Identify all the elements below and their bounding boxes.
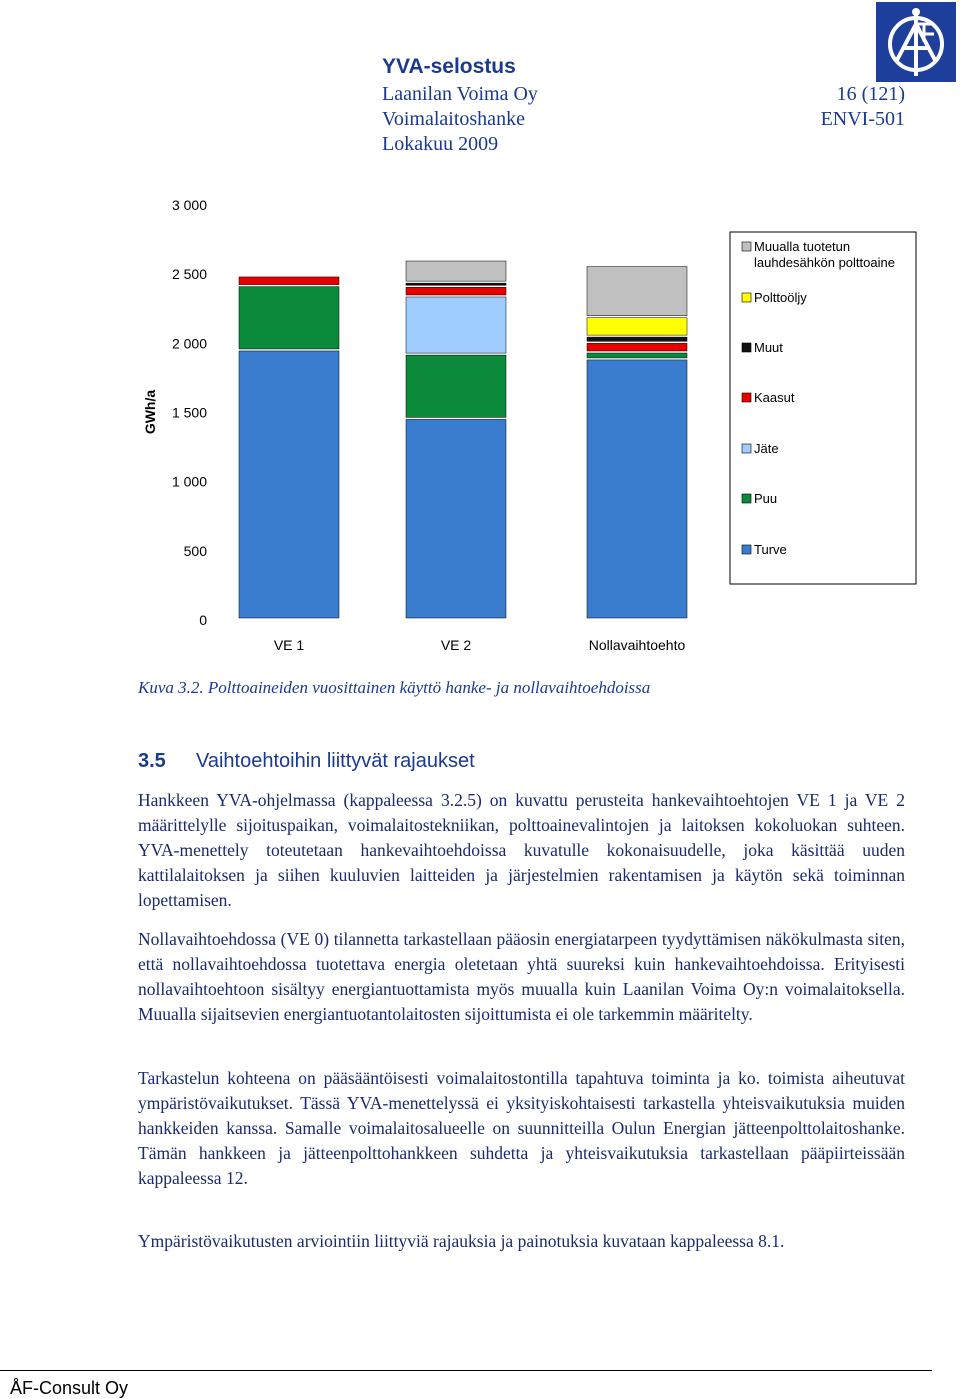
y-tick-label: 3 000 <box>171 197 207 213</box>
paragraph: Tarkastelun kohteena on pääsääntöisesti voimalaitostontilla tapahtuva toiminta ja ko. toimista aiheutuvat ympäristövaikutukset. Tässä YVA-menettelyssä ei yksityiskohtaisesti tarkastella yhteisvaikutuksia muiden hankkeiden kanssa. Samalle voimalaitosalueelle on suunnitteilla Oulun Energian jätteenpolttolaitoshanke. Tämän hankkeen ja jätteenpolttohankkeen suhdetta ja yhteisvaikutuksia tarkastellaan pääpiirteissään kappaleessa 12. <box>138 1068 905 1188</box>
section-number: 3.5 <box>138 750 166 772</box>
bar-segment <box>587 353 687 358</box>
bar-segment <box>239 277 339 285</box>
bar-segment <box>406 261 506 281</box>
legend-label: Muualla tuotetun <box>754 239 851 254</box>
y-axis-label: GWh/a <box>142 389 158 435</box>
legend-swatch <box>742 494 751 503</box>
bar-segment <box>406 297 506 353</box>
footer-divider <box>0 1370 932 1371</box>
bar-area <box>239 261 687 618</box>
legend-swatch <box>742 393 751 402</box>
bar-segment <box>587 337 687 341</box>
y-tick-label: 2 500 <box>171 266 207 283</box>
project-name: Voimalaitoshanke <box>382 108 525 130</box>
legend-label: Turve <box>754 542 787 557</box>
bar-segment <box>587 267 687 316</box>
y-tick-label: 1 000 <box>171 473 207 490</box>
y-tick-label: 0 <box>199 612 207 628</box>
bar-segment <box>587 318 687 335</box>
page-number: 16 (121) <box>836 83 905 105</box>
legend-swatch <box>742 545 751 554</box>
bar-segment <box>239 287 339 349</box>
legend-box <box>730 232 916 584</box>
legend-label: Jäte <box>754 441 779 456</box>
y-tick-label: 500 <box>183 542 207 559</box>
legend-label: Polttoöljy <box>754 290 807 305</box>
legend-swatch <box>742 293 751 302</box>
footer-company: ÅF-Consult Oy <box>10 1378 129 1398</box>
paragraph: Hankkeen YVA-ohjelmassa (kappaleessa 3.2.5) on kuvattu perusteita hankevaihtoehtojen VE 1 ja VE 2 määrittelylle sijoituspaikan, voimalaitostekniikan, polttoainevalintojen ja laitoksen kokoluokan suhteen. YVA-menettely toteutetaan hankevaihtoehdoissa kuvatulle kokonaisuudelle, joka käsittää uuden kattilalaitoksen ja siihen kuuluvien laitteiden ja järjestelmien rakentamisen ja käytön sekä toiminnan lopettamisen. <box>138 790 905 910</box>
bar-segment <box>239 351 339 618</box>
x-tick-label: VE 2 <box>440 637 472 653</box>
af-logo-icon <box>876 2 956 82</box>
bar-segment <box>406 355 506 417</box>
figure-caption: Kuva 3.2. Polttoaineiden vuosittainen käyttö hanke- ja nollavaihtoehdoissa <box>138 678 651 697</box>
legend-swatch <box>742 242 751 251</box>
paragraph: Nollavaihtoehdossa (VE 0) tilannetta tarkastellaan pääosin energiatarpeen tyydyttämisen näkökulmasta siten, että nollavaihtoehdossa tuotettava energia oletetaan yhtä suureksi kuin hankevaihtoehdoissa. Erityisesti nollavaihtoehtoon sisältyy energiantuottamista myös muualla kuin Laanilan Voima Oy:n voimalaitoksella. Muualla sijaitsevien energiantuotantolaitosten sijoittumista ei ole tarkemmin määritelty. <box>138 929 905 1024</box>
legend-label: Puu <box>754 491 778 506</box>
legend-swatch <box>742 343 751 352</box>
fuel-usage-chart <box>0 180 960 660</box>
y-axis <box>172 197 207 628</box>
paragraph: Ympäristövaikutusten arviointiin liittyviä rajauksia ja painotuksia kuvataan kappaleessa 8.1. <box>138 1231 785 1251</box>
x-tick-label: Nollavaihtoehto <box>588 637 686 653</box>
y-tick-label: 1 500 <box>171 404 207 421</box>
bar-segment <box>406 287 506 295</box>
bar-segment <box>587 343 687 351</box>
bar-segment <box>406 419 506 618</box>
x-tick-label: VE 1 <box>273 637 305 653</box>
bar-segment <box>587 360 687 618</box>
section-title: Vaihtoehtoihin liittyvät rajaukset <box>196 750 475 772</box>
legend-label: Kaasut <box>754 390 795 405</box>
document-code: ENVI-501 <box>820 108 905 130</box>
legend-label: Muut <box>754 340 783 355</box>
legend-swatch <box>742 444 751 453</box>
legend-label: lauhdesähkön polttoaine <box>754 255 895 270</box>
document-date: Lokakuu 2009 <box>382 133 499 155</box>
x-axis <box>274 637 686 653</box>
document-title: YVA-selostus <box>382 55 516 78</box>
company-name: Laanilan Voima Oy <box>382 83 538 105</box>
bar-segment <box>406 283 506 285</box>
y-tick-label: 2 000 <box>171 335 207 352</box>
